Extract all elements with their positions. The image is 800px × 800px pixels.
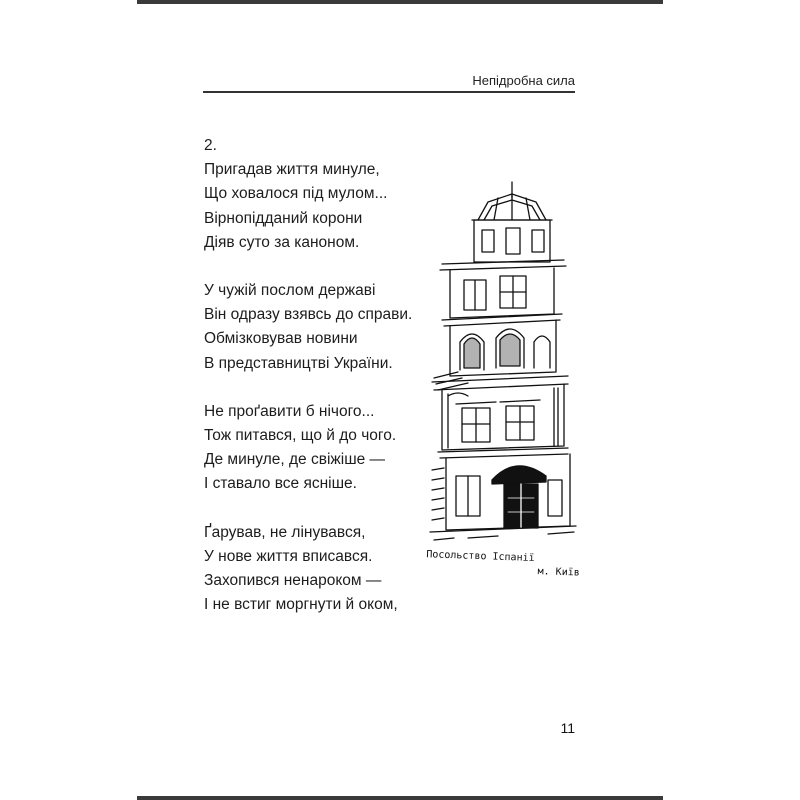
stanza-1: [204, 158, 464, 255]
building-sketch-illustration: [428, 180, 578, 548]
illustration-caption: [426, 548, 587, 580]
poem-line: І ставало все ясніше.: [204, 475, 357, 493]
running-title: Непідробна сила: [472, 73, 575, 88]
poem-line: Обмізковував новини: [204, 330, 358, 348]
poem-number: 2.: [204, 137, 217, 154]
poem-line: Він одразу взявсь до справи.: [204, 306, 413, 324]
poem-line: Захопився ненароком —: [204, 572, 382, 590]
poem-line: Ґарував, не лінувався,: [204, 523, 366, 541]
poem-line: І не встиг моргнути й оком,: [204, 596, 398, 614]
poem-line: Пригадав життя минуле,: [204, 161, 380, 179]
poem-line: Що ховалося під мулом...: [204, 185, 388, 203]
header-rule: [203, 91, 575, 93]
caption-line-1: Посольство Іспанії: [426, 549, 535, 564]
poem: [204, 134, 464, 617]
poem-line: У нове життя вписався.: [204, 547, 373, 565]
page-number: 11: [560, 720, 575, 736]
poem-line: Тож питався, що й до чого.: [204, 427, 397, 445]
page-bottom-edge: [137, 796, 663, 800]
poem-line: У чужій послом державі: [204, 282, 376, 300]
poem-line: Не проґавити б нічого...: [204, 402, 375, 420]
stanza-2: [204, 279, 464, 376]
stanza-3: [204, 400, 464, 497]
poem-line: В представництві України.: [204, 354, 393, 372]
page-top-edge: [137, 0, 663, 4]
poem-line: Діяв суто за каноном.: [204, 233, 360, 251]
caption-line-2: м. Київ: [537, 566, 580, 579]
poem-line: Де минуле, де свіжіше —: [204, 451, 386, 469]
poem-line: Вірнопідданий корони: [204, 209, 363, 227]
